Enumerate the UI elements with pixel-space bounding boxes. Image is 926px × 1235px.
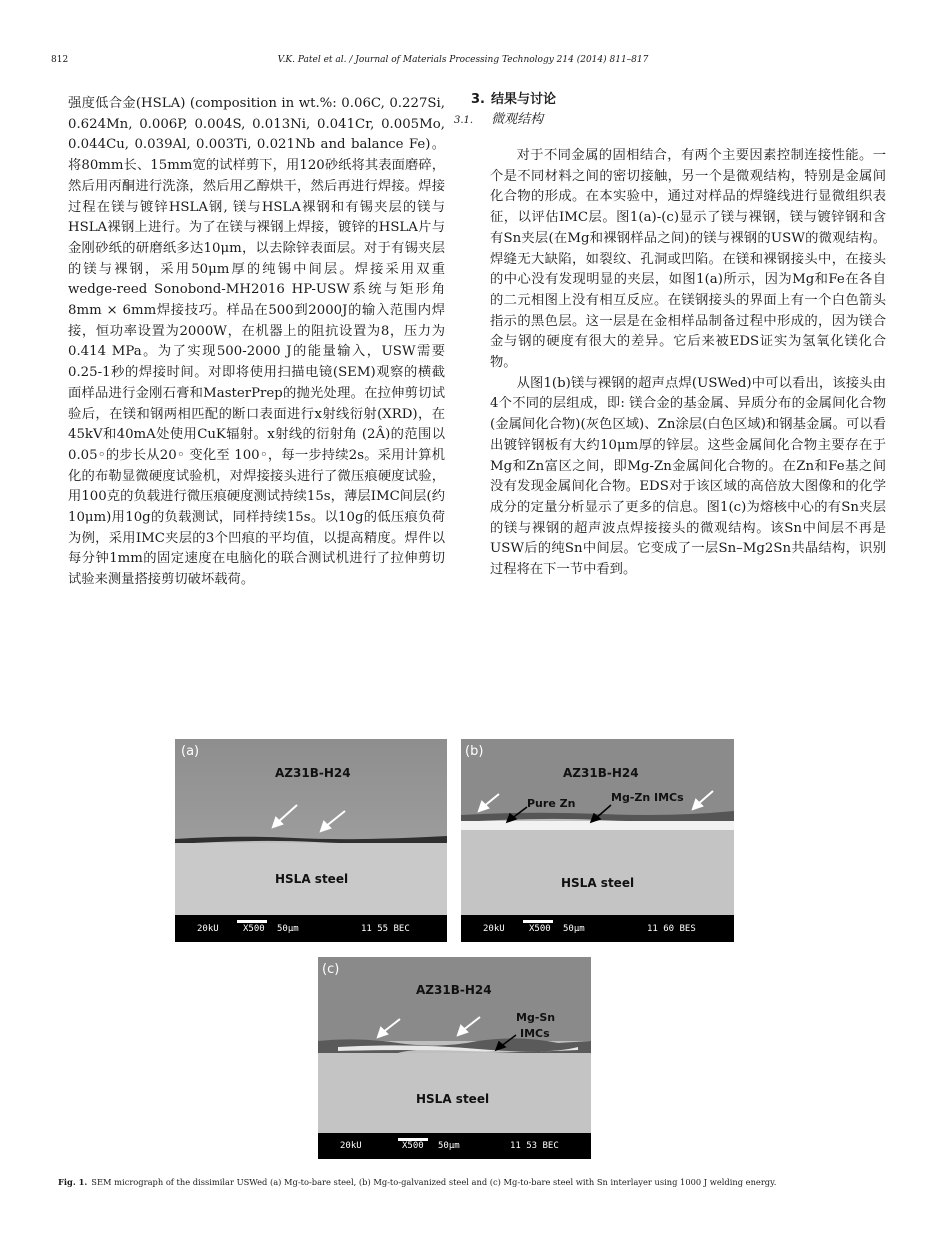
section-title: 结果与讨论 <box>490 92 556 107</box>
annotation-imcs: IMCs <box>520 1027 550 1040</box>
paragraph: 对于不同金属的固相结合，有两个主要因素控制连接性能。一个是不同材料之间的密切接触，另一个是微观结构，特别是金属间化合物的形成。在本实验中，通过对样品的焊缝线进行显微组织表征，以评估IMC层。图1(a)-(c)显示了镁与裸钢，镁与镀锌钢和含有Sn夹层(在Mg和裸钢样品之间)的镁与裸钢的USW的微观结构。焊缝无大缺陷，如裂纹、孔洞或凹陷。在镁和裸钢接头中，在接头的中心没有发现明显的夹层，如图1(a)所示，因为Mg和Fe在各自的二元相图上没有相互反应。在镁钢接头的界面上有一个白色箭头指示的黑色层。这一层是在金相样品制备过程中形成的，因为镁合金与钢的硬度有很大的差异。它后来被EDS证实为氢氧化镁化合物。 <box>490 148 886 371</box>
image-id-label: 11 60 BES <box>647 924 696 934</box>
scale-label: 50μm <box>277 924 299 934</box>
section-heading <box>471 88 556 107</box>
magnification-label: X500 <box>529 924 551 934</box>
figure-caption <box>58 1177 776 1187</box>
subsection-heading <box>454 108 543 127</box>
running-header <box>0 55 926 69</box>
annotation-pure-zn: Pure Zn <box>527 797 576 810</box>
sem-panel-b <box>461 739 734 942</box>
image-id-label: 11 53 BEC <box>510 1141 559 1151</box>
scale-label: 50μm <box>563 924 585 934</box>
subsection-number: 3.1. <box>454 115 474 126</box>
sem-panel-a <box>175 739 447 942</box>
magnification-label: X500 <box>243 924 265 934</box>
magnesium-region <box>318 957 591 1041</box>
bottom-material-label: HSLA steel <box>275 872 349 886</box>
page-number: 812 <box>51 55 69 65</box>
panel-tag: (b) <box>465 744 484 759</box>
paragraph: 强度低合金(HSLA) (composition in wt.%: 0.06C, 0.227Si, 0.624Mn, 0.006P, 0.004S, 0.013Ni, 0.041Cr, 0.005Mo, 0.044Cu, 0.039Al, 0.003Ti, 0.021Nb and balance Fe)。将80mm长、15mm宽的试样剪下，用120砂纸将其表面磨碎，然后用丙酮进行洗涤，然后用乙醇烘干，然后再进行焊接。焊接过程在镁与镀锌HSLA钢, 镁与HSLA裸钢和有锡夹层的镁与HSLA裸钢上进行。为了在镁与裸钢上焊接，镀锌的HSLA片与金刚砂纸的研磨纸多达10μm，以去除锌表面层。对于有锡夹层的镁与裸钢，采用50μm厚的纯锡中间层。焊接采用双重wedge-reed Sonobond-MH2016 HP-USW系统与矩形角8mm × 6mm焊接技巧。样品在500到2000J的输入范围内焊接，恒功率设置为2000W，在机器上的阻抗设置为8，压力为0.414 MPa。为了实现500-2000 J的能量输入，USW需要0.25-1秒的焊接时间。对即将使用扫描电镜(SEM)观察的横截面样品进行金刚石膏和MasterPrep的抛光处理。在拉伸剪切试验后，在镁和钢两相匹配的断口表面进行x射线衍射(XRD)，在45kV和40mA处使用CuK辐射。x射线的衍射角 (2Â)的范围以0.05◦的步长从20◦ 变化至 100◦，每一步持续2s。采用计算机化的布勒显微硬度试验机，对焊接接头进行了微压痕硬度试验，用100克的负载进行微压痕硬度测试持续15s，薄层IMC间层(约10μm)用10g的负载测试，同样持续15s。以10g的低压痕负荷为例，采用IMC夹层的3个凹痕的平均值，以提高精度。焊件以每分钟1mm的固定速度在电脑化的联合测试机进行了拉伸剪切试验来测量搭接剪切破坏载荷。 <box>68 96 445 588</box>
zinc-coating-layer <box>461 821 734 830</box>
magnesium-region <box>175 739 447 839</box>
scale-bar <box>523 920 553 923</box>
voltage-label: 20kU <box>197 924 219 934</box>
image-id-label: 11 55 BEC <box>361 924 410 934</box>
caption-text: SEM micrograph of the dissimilar USWed (a) Mg-to-bare steel, (b) Mg-to-galvanized steel and (c) Mg-to-bare steel with Sn interlayer using 1000 J welding energy. <box>91 1177 777 1187</box>
right-column <box>490 146 886 581</box>
journal-citation: V.K. Patel et al. / Journal of Materials Processing Technology 214 (2014) 811–817 <box>277 55 649 65</box>
voltage-label: 20kU <box>340 1141 362 1151</box>
subsection-title: 微观结构 <box>491 112 544 127</box>
steel-region <box>461 830 734 915</box>
annotation-mg-sn: Mg-Sn <box>516 1011 556 1024</box>
bottom-material-label: HSLA steel <box>561 876 635 890</box>
annotation-mg-zn-imcs: Mg-Zn IMCs <box>611 791 684 804</box>
scale-bar <box>237 920 267 923</box>
scale-label: 50μm <box>438 1141 460 1151</box>
bottom-material-label: HSLA steel <box>416 1092 490 1106</box>
top-material-label: AZ31B-H24 <box>563 766 639 780</box>
panel-tag: (a) <box>181 744 200 759</box>
section-number: 3. <box>471 92 485 107</box>
top-material-label: AZ31B-H24 <box>275 766 351 780</box>
voltage-label: 20kU <box>483 924 505 934</box>
top-material-label: AZ31B-H24 <box>416 983 492 997</box>
paragraph: 从图1(b)镁与裸钢的超声点焊(USWed)中可以看出，该接头由4个不同的层组成，即: 镁合金的基金属、异质分布的金属间化合物(金属间化合物)(灰色区域)、Zn涂层(白色区域)和钢基金属。可以看出镀锌钢板有大约10μm厚的锌层。这些金属间化合物主要存在于Mg和Zn富区之间，即Mg-Zn金属间化合物的。在Zn和Fe基之间没有发现金属间化合物。EDS对于该区域的高倍放大图像和的化学成分的定量分析显示了更多的信息。图1(c)为熔核中心的有Sn夹层的镁与裸钢的超声波点焊接接头的微观结构。该Sn中间层不再是USW后的纯Sn中间层。它变成了一层Sn–Mg2Sn共晶结构，识别过程将在下一节中看到。 <box>490 375 886 578</box>
panel-tag: (c) <box>322 962 340 977</box>
caption-label: Fig. 1. <box>58 1177 88 1187</box>
left-column <box>68 94 445 591</box>
magnification-label: X500 <box>402 1141 424 1151</box>
sem-panel-c <box>318 957 591 1159</box>
